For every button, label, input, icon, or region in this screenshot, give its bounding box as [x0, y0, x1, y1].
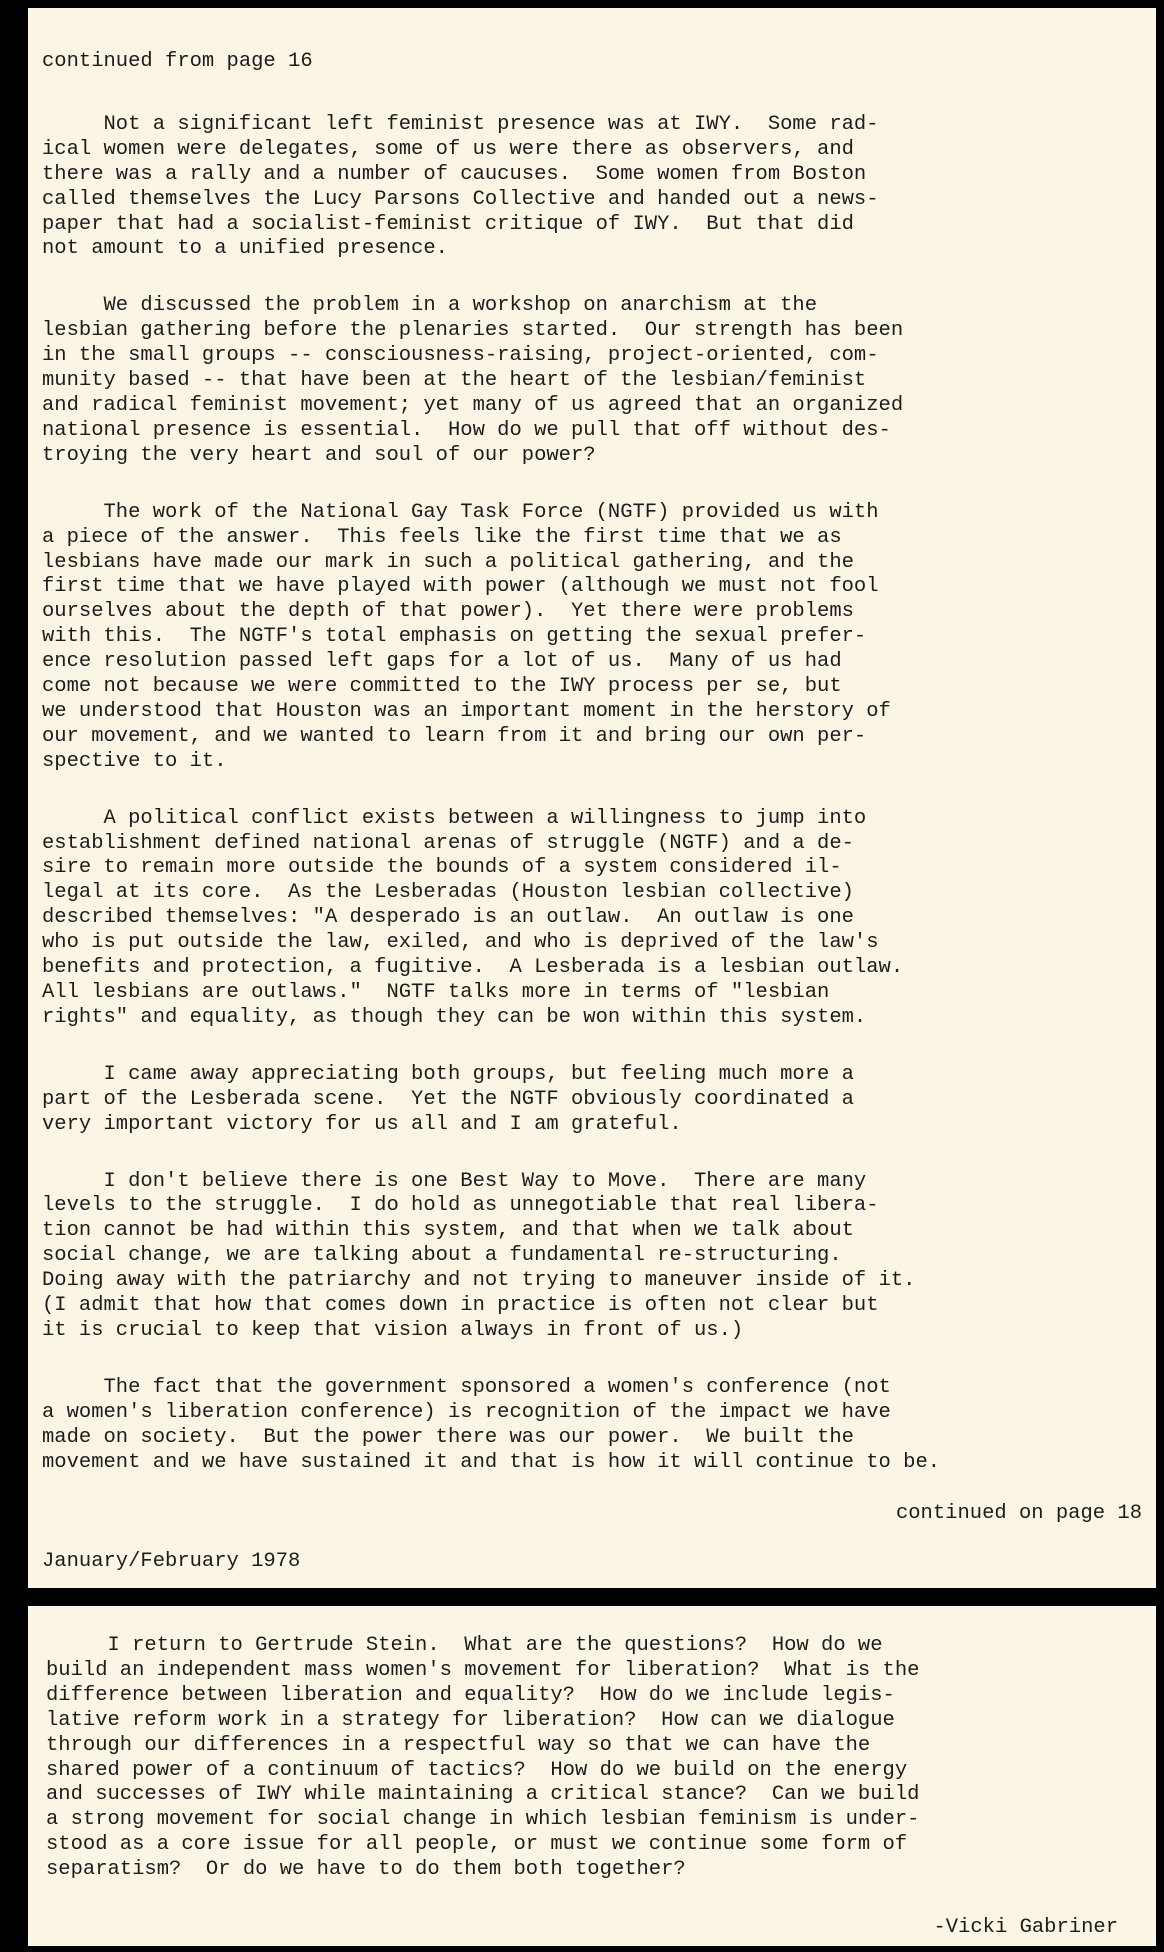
- closing-clipping: [28, 1606, 1156, 1946]
- page-17-clipping: [28, 8, 1156, 1588]
- article-body: [42, 50, 1142, 1508]
- continued-from-label: continued from page 16: [42, 50, 313, 73]
- issue-date: January/February 1978: [42, 1550, 301, 1573]
- paragraph-political-conflict: A political conflict exists between a willingness to jump into establishment defined national arenas of struggle (NGTF) and a de- sire to remain more outside the bounds of a system considered il- legal at its core. As the Lesberadas (Houston lesbian collective) described themselves: "A desperado is an outlaw. An outlaw is one who is put outside the law, exiled, and who is deprived of the law's benefits and protection, a fugitive. A Lesberada is a lesbian outlaw. All lesbians are outlaws." NGTF talks more in terms of "lesbian rights" and equality, as though they can be won within this system.: [42, 806, 904, 1029]
- paragraph-best-way: I don't believe there is one Best Way to Move. There are many levels to the struggle. I do hold as unnegotiable that real libera- tion cannot be had within this system, and that when we talk about social change, we are talking about a fundamental re-structuring. Doing away with the patriarchy and not trying to maneuver inside of it. (I admit that how that comes down in practice is often not clear but it is crucial to keep that vision always in front of us.): [42, 1169, 916, 1342]
- clipping-divider: [28, 1588, 1156, 1606]
- continued-on-label: continued on page 18: [895, 1502, 1142, 1525]
- author-signature: -Vicki Gabriner: [933, 1916, 1118, 1939]
- paragraph-both-groups: I came away appreciating both groups, but feeling much more a part of the Lesberada scene. Yet the NGTF obviously coordinated a very important victory for us all and I am grateful.: [42, 1062, 854, 1136]
- paragraph-gertrude-stein: I return to Gertrude Stein. What are the questions? How do we build an independent mass women's movement for liberation? What is the difference between liberation and equality? How do we include legis- lative reform work in a strategy for liberation? How can we dialogue through our differences in a respectful way so that we can have the shared power of a continuum of tactics? How do we build on the energy and successes of IWY while maintaining a critical stance? Can we build a strong movement for social change in which lesbian feminism is under- stood as a core issue for all people, or must we continue some form of separatism? Or do we have to do them both together?: [46, 1634, 920, 1882]
- closing-body: [46, 1634, 1146, 1883]
- paragraph-iwy-presence: Not a significant left feminist presence was at IWY. Some rad- ical women were delegates, some of us were there as observers, and there was a rally and a number of caucuses. Some women from Boston called themselves the Lucy Parsons Collective and handed out a news- paper that had a socialist-feminist critique of IWY. But that did not amount to a unified presence.: [42, 112, 879, 261]
- paragraph-anarchism-workshop: We discussed the problem in a workshop on anarchism at the lesbian gathering before the plenaries started. Our strength has been in the small groups -- consciousness-raising, project-oriented, com- munity based -- that have been at the heart of the lesbian/feminist and radical feminist movement; yet many of us agreed that an organized national presence is essential. How do we pull that off without des- troying the very heart and soul of our power?: [42, 294, 904, 467]
- paragraph-ngtf-work: The work of the National Gay Task Force (NGTF) provided us with a piece of the answer. This feels like the first time that we as lesbians have made our mark in such a political gathering, and the first time that we have played with power (although we must not fool ourselves about the depth of that power). Yet there were problems with this. The NGTF's total emphasis on getting the sexual prefer- ence resolution passed left gaps for a lot of us. Many of us had come not because we were committed to the IWY process per se, but we understood that Houston was an important moment in the herstory of our movement, and we wanted to learn from it and bring our own per- spective to it.: [42, 500, 891, 773]
- paragraph-government-conference: The fact that the government sponsored a women's conference (not a women's liberation conference) is recognition of the impact we have made on society. But the power there was our power. We built the movement and we have sustained it and that is how it will continue to be.: [42, 1375, 941, 1474]
